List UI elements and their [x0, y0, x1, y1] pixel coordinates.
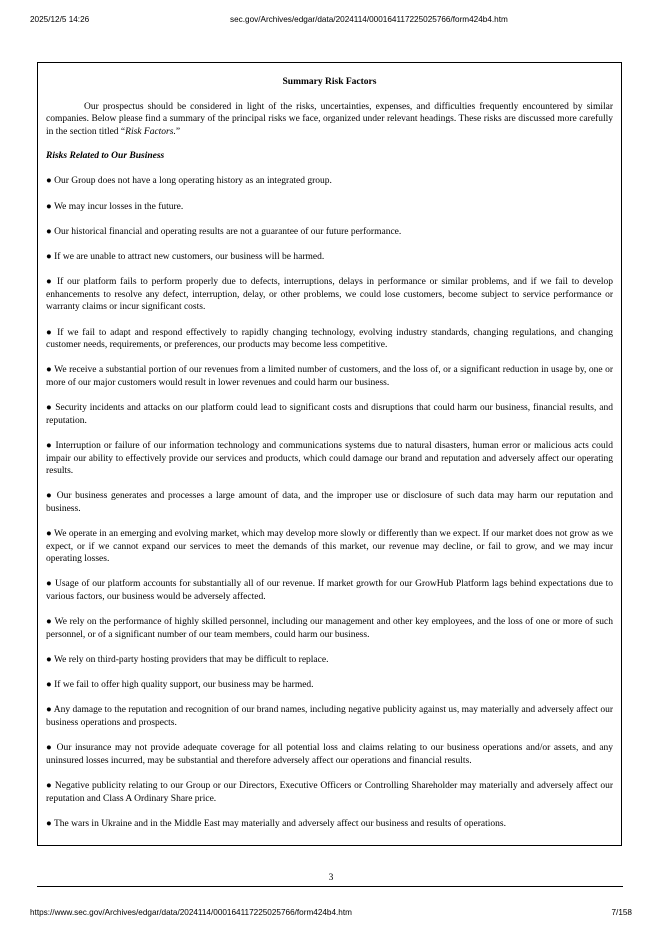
risk-item-text: The wars in Ukraine and in the Middle East may materially and adversely affect our business and results of operations.: [53, 818, 506, 829]
risk-item-text: We rely on the performance of highly skilled personnel, including our management and other key employees, and the loss of one or more of such personnel, or of a significant number of our team members, could harm our business.: [46, 617, 613, 640]
bullet-icon: ●: [46, 176, 52, 187]
bullet-icon: ●: [46, 680, 52, 691]
risk-item-text: Our Group does not have a long operating history as an integrated group.: [54, 176, 332, 187]
print-footer: [0, 908, 662, 920]
risk-item-text: We operate in an emerging and evolving market, which may develop more slowly or differently than we expect. If our market does not grow as we expect, or if we cannot expand our services to meet the demands of this market, our revenue may decline, or fail to grow, and we may incur operating losses.: [46, 529, 613, 565]
risk-item-text: Our business generates and processes a large amount of data, and the improper use or disclosure of such data may harm our reputation and business.: [46, 491, 614, 514]
risk-item: [46, 402, 613, 427]
risk-item-text: We rely on third-party hosting providers that may be difficult to replace.: [53, 655, 329, 666]
risk-item-text: Our historical financial and operating results are not a guarantee of our future performance.: [54, 226, 402, 237]
intro-paragraph: [46, 101, 613, 139]
risk-item: [46, 490, 613, 515]
bullet-icon: ●: [46, 277, 54, 288]
risk-item: [46, 679, 613, 692]
risk-item-text: If we fail to adapt and respond effectively to rapidly changing technology, evolving industry standards, changing regulations, and changing customer needs, requirements, or preferences, our products may become less competitive.: [46, 327, 613, 351]
summary-risk-factors-box: [37, 62, 622, 846]
risk-item-text: Any damage to the reputation and recognition of our brand names, including negative publicity against us, may materially and adversely affect our business operations and prospects.: [46, 705, 613, 728]
risk-factors-reference: Risk Factors.: [125, 126, 176, 137]
risk-item: [46, 276, 613, 314]
risk-item: [46, 528, 613, 566]
print-datetime: 2025/12/5 14:26: [30, 15, 90, 24]
risk-item-text: Negative publicity relating to our Group or our Directors, Executive Officers or Controlling Shareholder may materially and adversely affect our reputation and Class A Ordinary Share price.: [46, 780, 613, 804]
bullet-icon: ●: [46, 440, 53, 451]
print-header: [0, 15, 662, 27]
risk-item-text: We may incur losses in the future.: [53, 201, 184, 212]
risk-item: [46, 654, 613, 667]
bullet-icon: ●: [46, 743, 53, 754]
bullet-icon: ●: [46, 201, 52, 212]
risk-item: [46, 226, 613, 239]
risk-item-text: Security incidents and attacks on our platform could lead to significant costs and disruptions that could harm our business, financial results, and reputation.: [46, 403, 613, 426]
risk-item-text: If our platform fails to perform properly due to defects, interruptions, delays in performance or similar problems, and if we fail to develop enhancements to resolve any defect, interruption, delay, or other problems, we could lose customers, become subject to service performance or warranty claims or incur significant costs.: [46, 277, 613, 313]
risk-item-text: Interruption or failure of our information technology and communications systems due to natural disasters, human error or malicious acts could impair our ability to effectively provide our services and products, which could damage our brand and reputation and adversely affect our operating results.: [46, 440, 614, 477]
bullet-icon: ●: [46, 617, 53, 628]
risk-item: [46, 175, 613, 188]
risk-item: [46, 780, 613, 805]
risk-item: [46, 616, 613, 641]
risk-item-text: Our insurance may not provide adequate coverage for all potential loss and claims relating to our business operations and/or assets, and any uninsured losses incurred, may be substantial and therefore adversely affect our operations and financial results.: [46, 743, 614, 766]
page-divider: [37, 886, 623, 887]
risk-item: [46, 578, 613, 603]
bullet-icon: ●: [46, 780, 53, 791]
risk-item: [46, 251, 613, 264]
bullet-icon: ●: [46, 529, 52, 540]
print-header-url[interactable]: sec.gov/Archives/edgar/data/2024114/000164117225025766/form424b4.htm: [230, 15, 508, 24]
section-title: Summary Risk Factors: [282, 77, 377, 87]
risk-list: [46, 175, 613, 830]
bullet-icon: ●: [46, 705, 52, 716]
risk-item-text: If we are unable to attract new customers, our business will be harmed.: [54, 252, 325, 263]
intro-close-quote: ”: [175, 126, 181, 137]
bullet-icon: ●: [46, 365, 52, 376]
print-footer-url[interactable]: https://www.sec.gov/Archives/edgar/data/2024114/000164117225025766/form424b4.htm: [30, 908, 352, 917]
risk-item: [46, 818, 613, 831]
risk-item: [46, 327, 613, 352]
bullet-icon: ●: [46, 491, 54, 502]
bullet-icon: ●: [46, 327, 54, 338]
risk-item-text: We receive a substantial portion of our revenues from a limited number of customers, and the loss of, or a significant reduction in usage by, one or more of our major customers would result in lower revenues and could harm our business.: [46, 365, 613, 388]
risk-item: [46, 440, 613, 478]
risk-item-text: If we fail to offer high quality support, our business may be harmed.: [54, 680, 314, 691]
risk-item: [46, 201, 613, 214]
page-number: 3: [328, 873, 334, 883]
bullet-icon: ●: [46, 818, 52, 829]
bullet-icon: ●: [46, 403, 53, 414]
risk-item: [46, 364, 613, 389]
intro-text: Our prospectus should be considered in light of the risks, uncertainties, expenses, and difficulties frequently encountered by similar companies. Below please find a summary of the principal risks we face, organized under relevant headings. These risks are discussed more carefully in the section titled “: [46, 101, 613, 137]
section-heading-business-risks: Risks Related to Our Business: [46, 151, 165, 162]
print-page-count: 7/158: [611, 908, 632, 917]
bullet-icon: ●: [46, 226, 52, 237]
risk-item-text: Usage of our platform accounts for substantially all of our revenue. If market growth for our GrowHub Platform lags behind expectations due to various factors, our business would be adversely affected.: [46, 579, 613, 603]
risk-item: [46, 704, 613, 729]
risk-item: [46, 742, 613, 767]
bullet-icon: ●: [46, 252, 52, 263]
bullet-icon: ●: [46, 655, 52, 666]
bullet-icon: ●: [46, 579, 53, 590]
